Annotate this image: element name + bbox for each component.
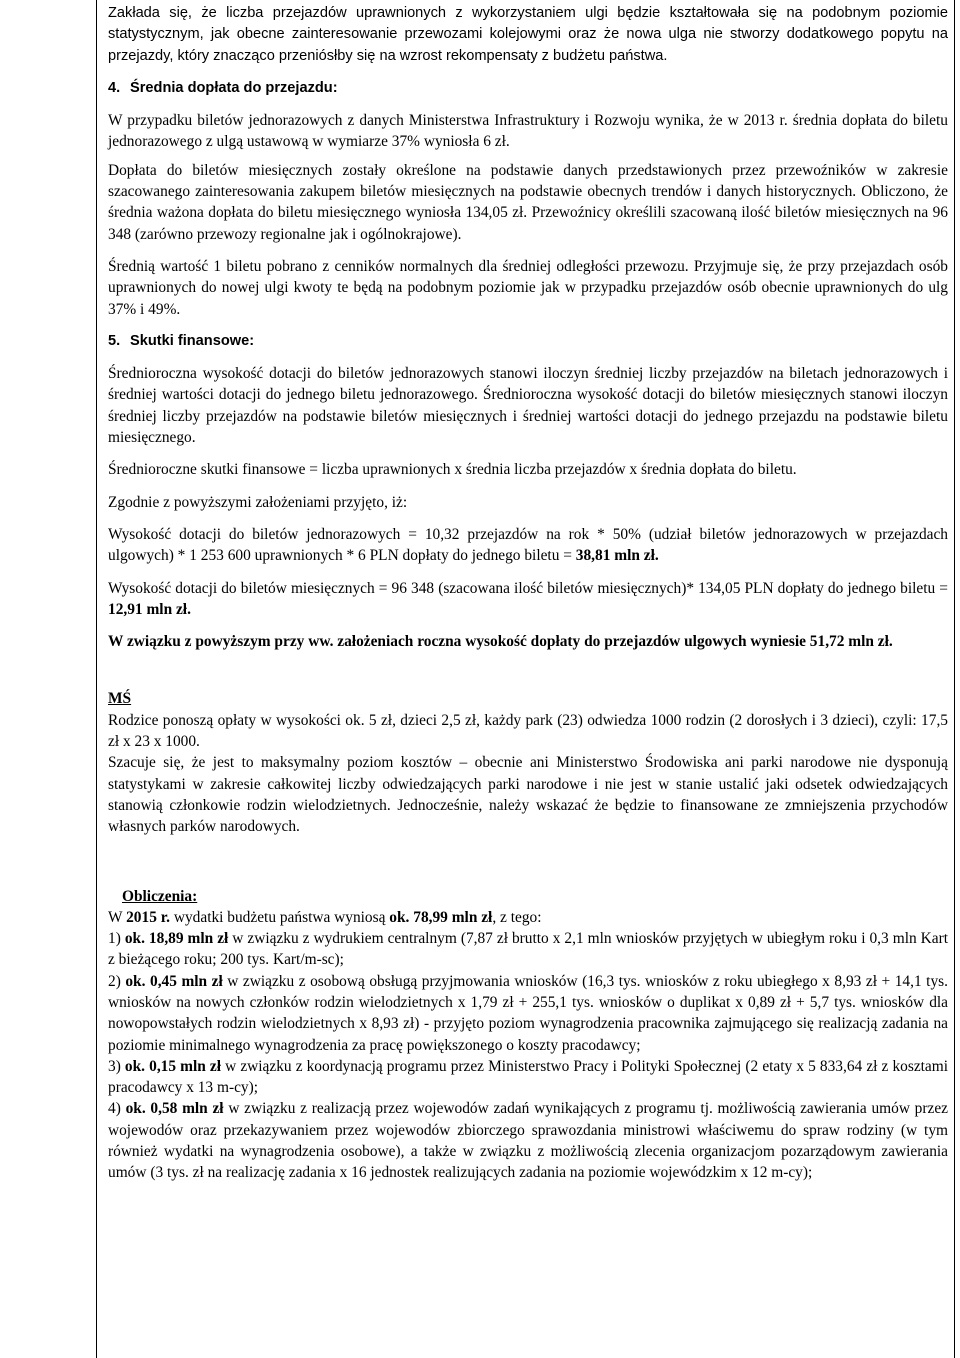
document-content: [108, 3, 948, 1184]
paragraph-total-result: W związku z powyższym przy ww. założeniach roczna wysokość dopłaty do przejazdów ulgowych wyniesie 51,72 mln zł.: [108, 633, 893, 651]
paragraph-assumptions-intro: Zgodnie z powyższymi założeniami przyjęto, iż:: [108, 493, 408, 511]
section-title: Skutki finansowe:: [130, 332, 255, 349]
result-value: 38,81 mln zł.: [575, 547, 659, 565]
paragraph-annual-subsidy: Średnioroczna wysokość dotacji do biletów jednorazowych stanowi iloczyn średniej liczby przejazdów na biletach jednorazowych i średniej wartości dotacji do jednego biletu jednorazowego. Średnioroczna wysokość dotacji do biletów miesięcznych stanowi iloczyn średniej liczby przejazdów na podstawie biletów miesięcznych i średniej wartości dotacji do jednego przejazdu na podstawie biletu miesięcznego.: [108, 365, 948, 447]
section-heading-average-subsidy: [108, 78, 948, 99]
section-number: 4.: [108, 79, 121, 96]
paragraph-single-tickets: W przypadku biletów jednorazowych z danych Ministerstwa Infrastruktury i Rozwoju wynika, że w 2013 r. średnia dopłata do biletu jednorazowego z ulgą ustawową w wymiarze 37% wyniosła 6 zł.: [108, 112, 948, 151]
section-number: 5.: [108, 332, 121, 349]
paragraph-calculations-intro: W 2015 r. wydatki budżetu państwa wyniosą ok. 78,99 mln zł, z tego:: [108, 908, 542, 926]
list-item: 4) ok. 0,58 mln zł w związku z realizacją przez wojewodów zadań wynikających z programu tj. możliwością zawierania umów przez wojewodów oraz przekazywaniem przez wojewodów zbiorczego sprawozdania ministrowi właściwemu do spraw rodziny (w tym również wydatki na wynagrodzenia osobowe), a także w związku z możliwością zlecenia organizacjom pozarządowym zawierania umów (3 tys. zł na realizację zadania x 16 jednostek realizujących zadania na poziomie wojewódzkim x 12 m-cy);: [108, 1100, 948, 1182]
paragraph-park-estimate: Szacuje się, że jest to maksymalny poziom kosztów – obecnie ani Ministerstwo Środowiska ani parki narodowe nie dysponują statystykami w zakresie całkowitej liczby odwiedzających parki narodowe i nie jest w stanie ustalić jaki odsetek odwiedzających stanowią członkowie rodzin wielodzietnych. Jednocześnie, należy wskazać że będzie to finansowane ze zmniejszenia przychodów własnych parków narodowych.: [108, 754, 948, 836]
paragraph-park-fees: Rodzice ponoszą opłaty w wysokości ok. 5 zł, dzieci 2,5 zł, każdy park (23) odwiedza 1000 rodzin (2 dorosłych i 3 dzieci), czyli: 17,5 zł x 23 x 1000.: [108, 711, 948, 751]
paragraph-monthly-tickets: Dopłata do biletów miesięcznych zostały określone na podstawie danych przedstawionych przez przewoźników w zakresie szacowanego zainteresowania zakupem biletów miesięcznych na podstawie obecnych trendów i danych historycznych. Obliczono, że średnia ważona dopłata do biletu miesięcznego wyniosła 134,05 zł. Przewoźnicy określili szacowaną ilość biletów miesięcznych na 96 348 (zarówno przewozy regionalne jak i ogólnokrajowe).: [108, 161, 948, 243]
section-title: Średnia dopłata do przejazdu:: [130, 79, 338, 96]
paragraph-single-ticket-calc: Wysokość dotacji do biletów jednorazowych = 10,32 przejazdów na rok * 50% (udział biletów jednorazowych w przejazdach ulgowych) * 1 253 600 uprawnionych * 6 PLN dopłaty do jednego biletu = 38,81 mln zł.: [108, 525, 948, 565]
paragraph-assumption: Zakłada się, że liczba przejazdów uprawnionych z wykorzystaniem ulgi będzie kształtowała się na podobnym poziomie statystycznym, jak obecne zainteresowanie przewozami kolejowymi oraz że nowa ulga nie stworzy dodatkowego popytu na przejazdy, który znacząco przeniósłby się na wzrost rekompensaty z budżetu państwa.: [108, 5, 948, 64]
list-item: 2) ok. 0,45 mln zł w związku z osobową obsługą przyjmowania wniosków (16,3 tys. wniosków z roku ubiegłego x 8,93 zł + 14,1 tys. wniosków na nowych członków rodzin wielodzietnych x 1,79 zł + 255,1 tys. wniosków o duplikat x 0,89 zł + 5,7 tys. wniosków dla nowopowstałych rodzin wielodzietnych x 8,93 zł) - przyjęto poziom wynagrodzenia pracownika zajmującego się realizacją zadania na poziomie minimalnego wynagrodzenia za pracę powiększonego o koszty pracodawcy;: [108, 972, 948, 1054]
list-item: 3) ok. 0,15 mln zł w związku z koordynacją programu przez Ministerstwo Pracy i Polityki Społecznej (2 etaty x 5 833,64 zł z kosztami pracodawcy x 13 m-cy);: [108, 1057, 949, 1097]
paragraph-monthly-ticket-calc: Wysokość dotacji do biletów miesięcznych = 96 348 (szacowana ilość biletów miesięcznych)* 134,05 PLN dopłaty do jednego biletu = 12,91 mln zł.: [108, 579, 948, 618]
result-value: 12,91 mln zł.: [108, 600, 191, 618]
paragraph-formula: Średnioroczne skutki finansowe = liczba uprawnionych x średnia liczba przejazdów x średnia dopłata do biletu.: [108, 461, 797, 479]
paragraph-ticket-value: Średnią wartość 1 biletu pobrano z cenników normalnych dla średniej odległości przewozu. Przyjmuje się, że przy przejazdach osób uprawnionych do nowej ulgi kwoty te będą na podobnym poziomie jak w przypadku przejazdów osób obecnie uprawnionych do ulg 37% i 49%.: [108, 257, 948, 318]
calculations-heading: Obliczenia:: [122, 887, 198, 905]
section-heading-financial-effects: [108, 331, 948, 352]
ms-heading: MŚ: [108, 690, 132, 708]
list-item: 1) ok. 18,89 mln zł w związku z wydrukiem centralnym (7,87 zł brutto x 2,1 mln wniosków przyjętych w ubiegłym roku i 0,3 mln Kart z bieżącego roku; 200 tys. Kart/m-sc);: [108, 930, 949, 969]
